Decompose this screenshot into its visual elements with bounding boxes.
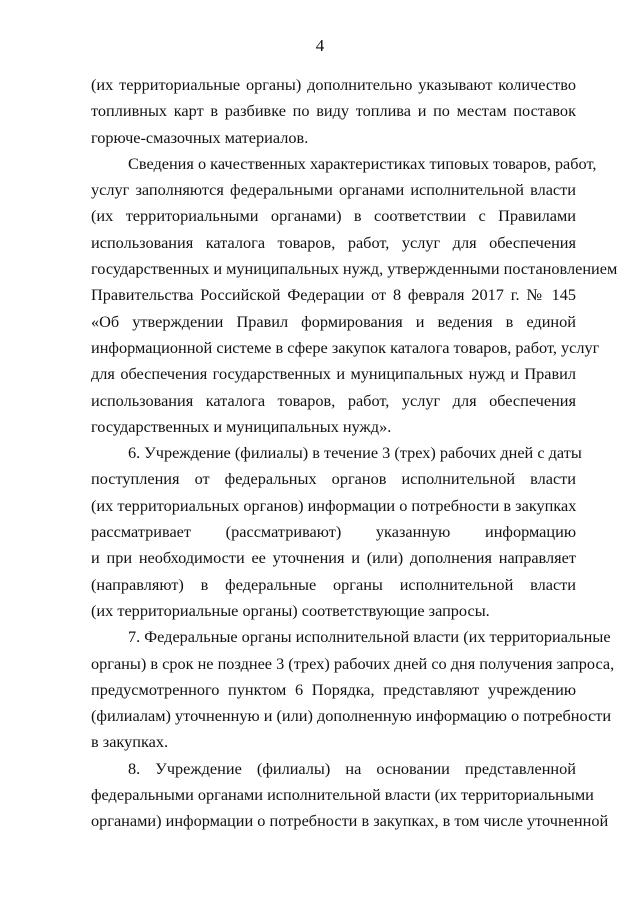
- text-line: в закупках.: [91, 732, 169, 752]
- body-text: [91, 72, 618, 835]
- text-line: государственных и муниципальных нужд, утвержденными постановлением: [91, 259, 618, 279]
- text-line: органы) в срок не позднее 3 (трех) рабочих дней со дня получения запроса,: [91, 653, 615, 673]
- text-line: федеральными органами исполнительной власти (их территориальными: [91, 785, 594, 805]
- text-line: (их территориальные органы) дополнительно указывают количество: [91, 75, 576, 94]
- text-line: государственных и муниципальных нужд».: [91, 416, 392, 436]
- text-line: 6. Учреждение (филиалы) в течение 3 (трех) рабочих дней с даты: [128, 443, 582, 463]
- text-line: 8. Учреждение (филиалы) на основании представленной: [128, 758, 576, 778]
- text-line: информационной системе в сфере закупок каталога товаров, работ, услуг: [91, 337, 600, 357]
- text-line: (их территориальные органы) соответствующие запросы.: [91, 600, 490, 620]
- text-line: (филиалам) уточненную и (или) дополненную информацию о потребности: [91, 706, 612, 726]
- text-line: и при необходимости ее уточнения и (или) дополнения направляет: [91, 548, 576, 568]
- text-line: рассматривает (рассматривают) указанную информацию: [91, 522, 576, 542]
- text-line: (направляют) в федеральные органы исполнительной власти: [91, 574, 576, 594]
- text-line: услуг заполняются федеральными органами исполнительной власти: [91, 180, 576, 200]
- page-number: 4: [315, 36, 325, 55]
- text-line: органами) информации о потребности в закупках, в том числе уточненной: [91, 811, 609, 831]
- text-line: поступления от федеральных органов исполнительной власти: [91, 469, 576, 489]
- text-line: горюче-смазочных материалов.: [91, 127, 309, 147]
- text-line: использования каталога товаров, работ, услуг для обеспечения: [91, 232, 576, 252]
- text-line: предусмотренного пунктом 6 Порядка, представляют учреждению: [91, 679, 576, 699]
- text-line: 7. Федеральные органы исполнительной власти (их территориальные: [128, 627, 611, 647]
- text-line: (их территориальных органов) информации о потребности в закупках: [91, 495, 577, 515]
- text-line: использования каталога товаров, работ, услуг для обеспечения: [91, 390, 576, 410]
- text-line: (их территориальными органами) в соответствии с Правилами: [91, 206, 576, 226]
- text-line: Правительства Российской Федерации от 8 февраля 2017 г. № 145: [91, 285, 576, 305]
- text-line: топливных карт в разбивке по виду топлива и по местам поставок: [91, 101, 576, 121]
- text-line: Сведения о качественных характеристиках типовых товаров, работ,: [128, 153, 597, 173]
- text-line: «Об утверждении Правил формирования и ведения в единой: [91, 311, 576, 331]
- text-line: для обеспечения государственных и муниципальных нужд и Правил: [91, 364, 576, 384]
